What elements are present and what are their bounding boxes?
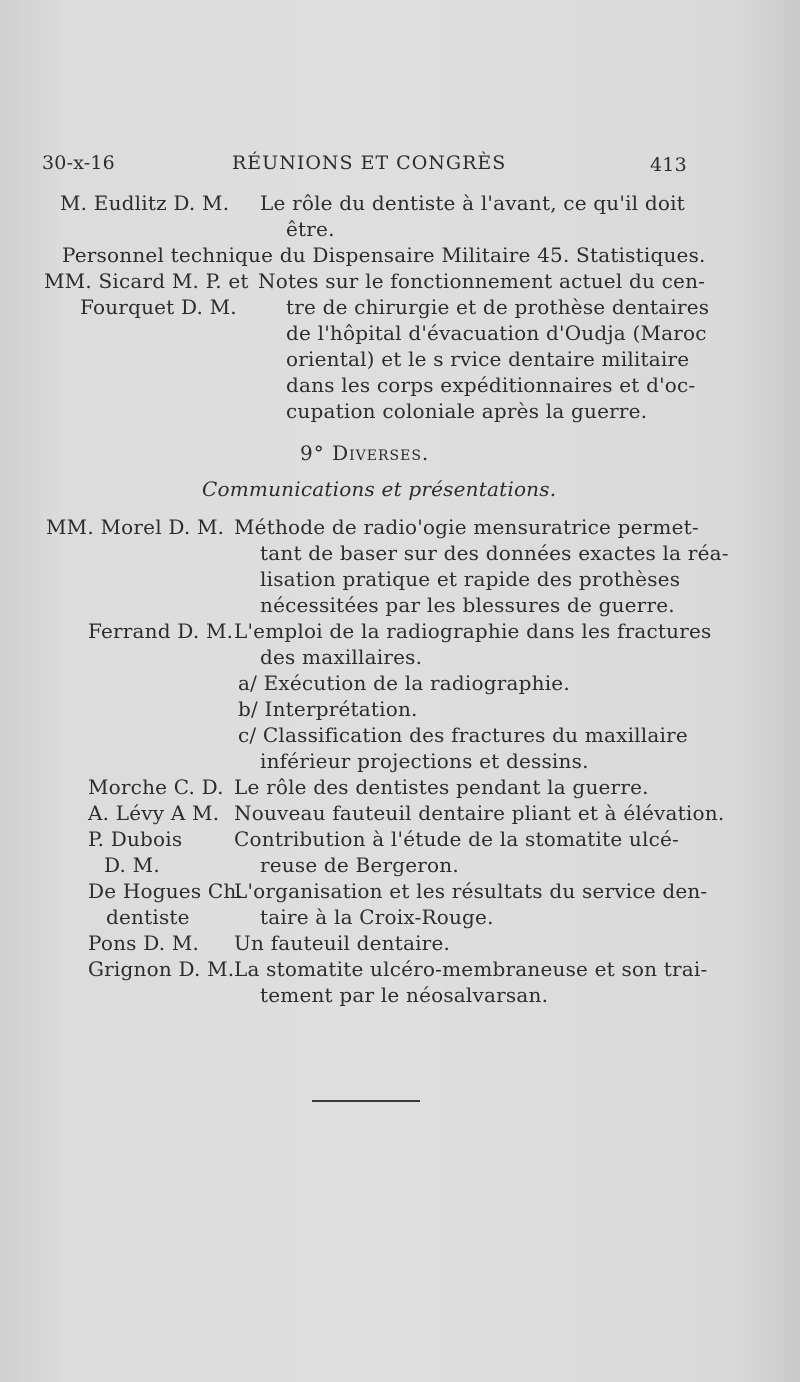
closing-rule bbox=[312, 1100, 420, 1102]
entry-title-line: dans les corps expéditionnaires et d'oc- bbox=[286, 373, 696, 397]
entry-title-line: cupation coloniale après la guerre. bbox=[286, 399, 648, 423]
entry-author: Grignon D. M. bbox=[88, 957, 235, 981]
entry-title-line: Le rôle du dentiste à l'avant, ce qu'il doit bbox=[260, 191, 685, 215]
entry-author: Morche C. D. bbox=[88, 775, 224, 799]
entry-author: D. M. bbox=[104, 853, 160, 877]
entry-title-line: L'organisation et les résultats du service den- bbox=[234, 879, 708, 903]
entry-subitem: b/ Interprétation. bbox=[238, 697, 418, 721]
entry-title-line: lisation pratique et rapide des prothèses bbox=[260, 567, 681, 591]
entry-title-line: reuse de Bergeron. bbox=[260, 853, 459, 877]
entry-title-line: tant de baser sur des données exactes la réa- bbox=[260, 541, 729, 565]
entry-title-line: Notes sur le fonctionnement actuel du cen- bbox=[258, 269, 706, 293]
entry-subitem: a/ Exécution de la radiographie. bbox=[238, 671, 570, 695]
entry-author: MM. Morel D. M. bbox=[46, 515, 225, 539]
entry-author: Ferrand D. M. bbox=[88, 619, 234, 643]
entry-title-line: taire à la Croix-Rouge. bbox=[260, 905, 494, 929]
entry-title-line: de l'hôpital d'évacuation d'Oudja (Maroc bbox=[286, 321, 707, 345]
entry-title-line: tement par le néosalvarsan. bbox=[260, 983, 549, 1007]
entry-title-line: La stomatite ulcéro-membraneuse et son trai- bbox=[234, 957, 708, 981]
entry-title-line: tre de chirurgie et de prothèse dentaires bbox=[286, 295, 710, 319]
entry-title-line: Le rôle des dentistes pendant la guerre. bbox=[234, 775, 649, 799]
section-subheading: Communications et présentations. bbox=[202, 477, 557, 501]
entry-author: Pons D. M. bbox=[88, 931, 200, 955]
entry-title-line: Méthode de radio'ogie mensuratrice permet- bbox=[234, 515, 699, 539]
entry-author: P. Dubois bbox=[88, 827, 183, 851]
section-heading: 9° Diverses. bbox=[300, 441, 430, 465]
entry-title-line: L'emploi de la radiographie dans les fractures bbox=[234, 619, 712, 643]
entry-title-line: Contribution à l'étude de la stomatite ulcé- bbox=[234, 827, 679, 851]
header-page-number: 413 bbox=[650, 154, 687, 176]
entry-title-line: des maxillaires. bbox=[260, 645, 423, 669]
entry-title-line: nécessitées par les blessures de guerre. bbox=[260, 593, 675, 617]
entry-author: Fourquet D. M. bbox=[80, 295, 237, 319]
entry-full-line: Personnel technique du Dispensaire Militaire 45. Statistiques. bbox=[62, 243, 706, 267]
entry-title-line: oriental) et le s rvice dentaire militaire bbox=[286, 347, 690, 371]
entry-author: MM. Sicard M. P. et bbox=[44, 269, 249, 293]
entry-author: M. Eudlitz D. M. bbox=[60, 191, 230, 215]
header-title: RÉUNIONS ET CONGRÈS bbox=[232, 152, 507, 174]
entry-author: De Hogues Ch. bbox=[88, 879, 243, 903]
entry-author: A. Lévy A M. bbox=[88, 801, 220, 825]
entry-subitem: inférieur projections et dessins. bbox=[260, 749, 589, 773]
entry-title-line: Nouveau fauteuil dentaire pliant et à élévation. bbox=[234, 801, 725, 825]
entry-author: dentiste bbox=[106, 905, 190, 929]
entry-subitem: c/ Classification des fractures du maxillaire bbox=[238, 723, 688, 747]
entry-title-line: Un fauteuil dentaire. bbox=[234, 931, 451, 955]
header-date: 30-x-16 bbox=[42, 152, 115, 174]
entry-title-line: être. bbox=[286, 217, 335, 241]
